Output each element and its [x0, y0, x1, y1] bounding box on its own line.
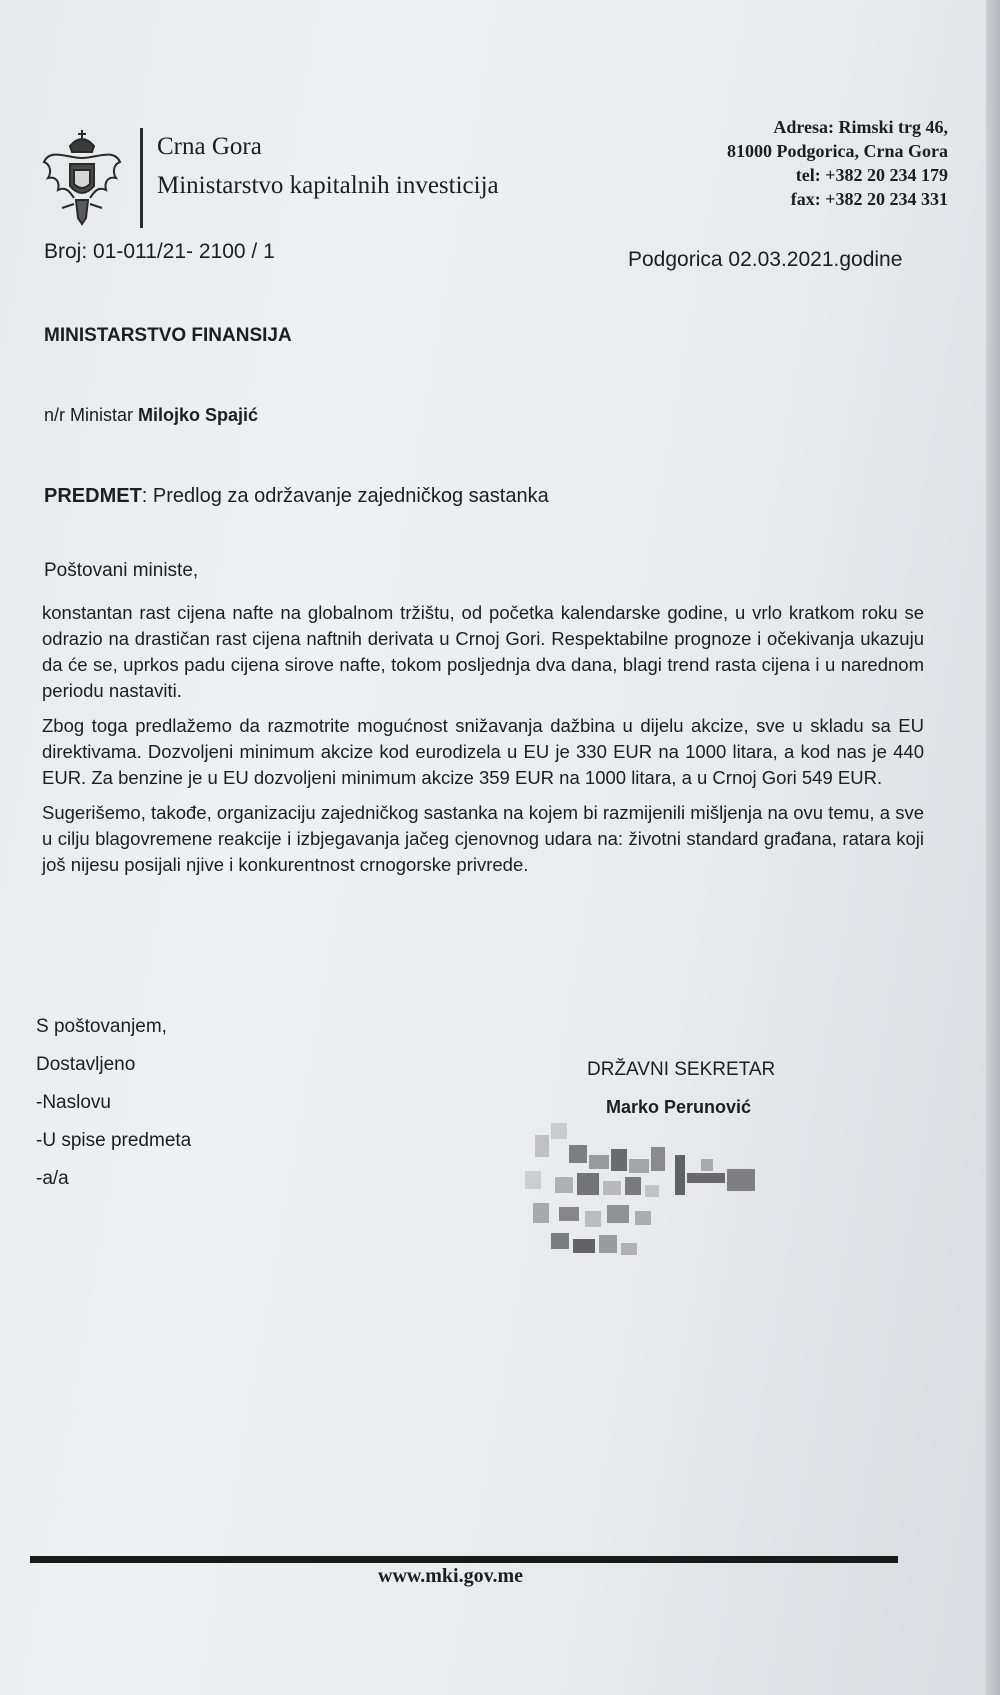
- coat-of-arms-icon: [40, 128, 124, 228]
- delivery-item: -Naslovu: [36, 1092, 111, 1113]
- footer-rule: [30, 1556, 898, 1563]
- closing-block: [36, 1008, 191, 1198]
- signatory-name: Marko Perunović: [606, 1097, 752, 1117]
- body-paragraph: konstantan rast cijena nafte na globalnom tržištu, od početka kalendarske godine, u vrlo kratkom roku se odrazio na drastičan rast cijena naftnih derivata u Crnoj Gori. Respektabilne prognoze i očekivanja ukazuju da će se, uprkos padu cijena sirove nafte, tokom posljednja dva dana, blagi trend rasta cijena i u narednom periodu nastaviti.: [42, 602, 924, 701]
- greeting: Poštovani ministe,: [44, 560, 199, 581]
- body-paragraph: Zbog toga predlažemo da razmotrite mogućnost snižavanja dažbina u dijelu akcize, sve u skladu sa EU direktivama. Dozvoljeni minimum akcize kod eurodizela u EU je 330 EUR na 1000 litara, a kod nas je 440 EUR. Za benzine je u EU dozvoljeni minimum akcize 359 EUR na 1000 litara, a u Crnoj Gori 549 EUR.: [42, 715, 924, 788]
- address-street: Adresa: Rimski trg 46,: [773, 117, 948, 137]
- header-divider: [140, 128, 143, 228]
- signatory-title: DRŽAVNI SEKRETAR: [587, 1059, 776, 1080]
- address-city: 81000 Podgorica, Crna Gora: [727, 141, 948, 161]
- letter-body: [42, 600, 924, 887]
- address-tel: tel: +382 20 234 179: [795, 165, 948, 185]
- delivery-item: -a/a: [36, 1168, 69, 1189]
- page-edge: [986, 0, 1000, 1695]
- subject-label: PREDMET: [44, 485, 142, 507]
- subject-line: [44, 485, 549, 508]
- attention-name: Milojko Spajić: [138, 405, 259, 425]
- blurred-signature: [515, 1115, 825, 1275]
- body-paragraph: Sugerišemo, takođe, organizaciju zajedničkog sastanka na kojem bi razmijenili mišljenja na ovu temu, a sve u cilju blagovremene reakcije i izbjegavanja jačeg cjenovnog udara na: životni standard građana, ratara koji još nijesu posijali njive i konkurentnost crnogorske privrede.: [42, 802, 924, 875]
- delivery-item: -U spise predmeta: [36, 1130, 192, 1151]
- attention-line: [44, 405, 258, 426]
- org-ministry: Ministarstvo kapitalnih investicija: [157, 172, 499, 199]
- closing-delivered: Dostavljeno: [36, 1054, 136, 1075]
- letter-date: Podgorica 02.03.2021.godine: [628, 248, 903, 271]
- address-block: [727, 115, 948, 211]
- reference-number: Broj: 01-011/21- 2100 / 1: [44, 240, 275, 263]
- org-country: Crna Gora: [157, 133, 262, 160]
- recipient: MINISTARSTVO FINANSIJA: [44, 325, 292, 346]
- attention-prefix: n/r Ministar: [44, 405, 134, 425]
- address-fax: fax: +382 20 234 331: [790, 189, 948, 209]
- closing-regards: S poštovanjem,: [36, 1016, 167, 1037]
- footer-website: www.mki.gov.me: [378, 1565, 523, 1587]
- subject-text: : Predlog za održavanje zajedničkog sastanka: [141, 485, 549, 507]
